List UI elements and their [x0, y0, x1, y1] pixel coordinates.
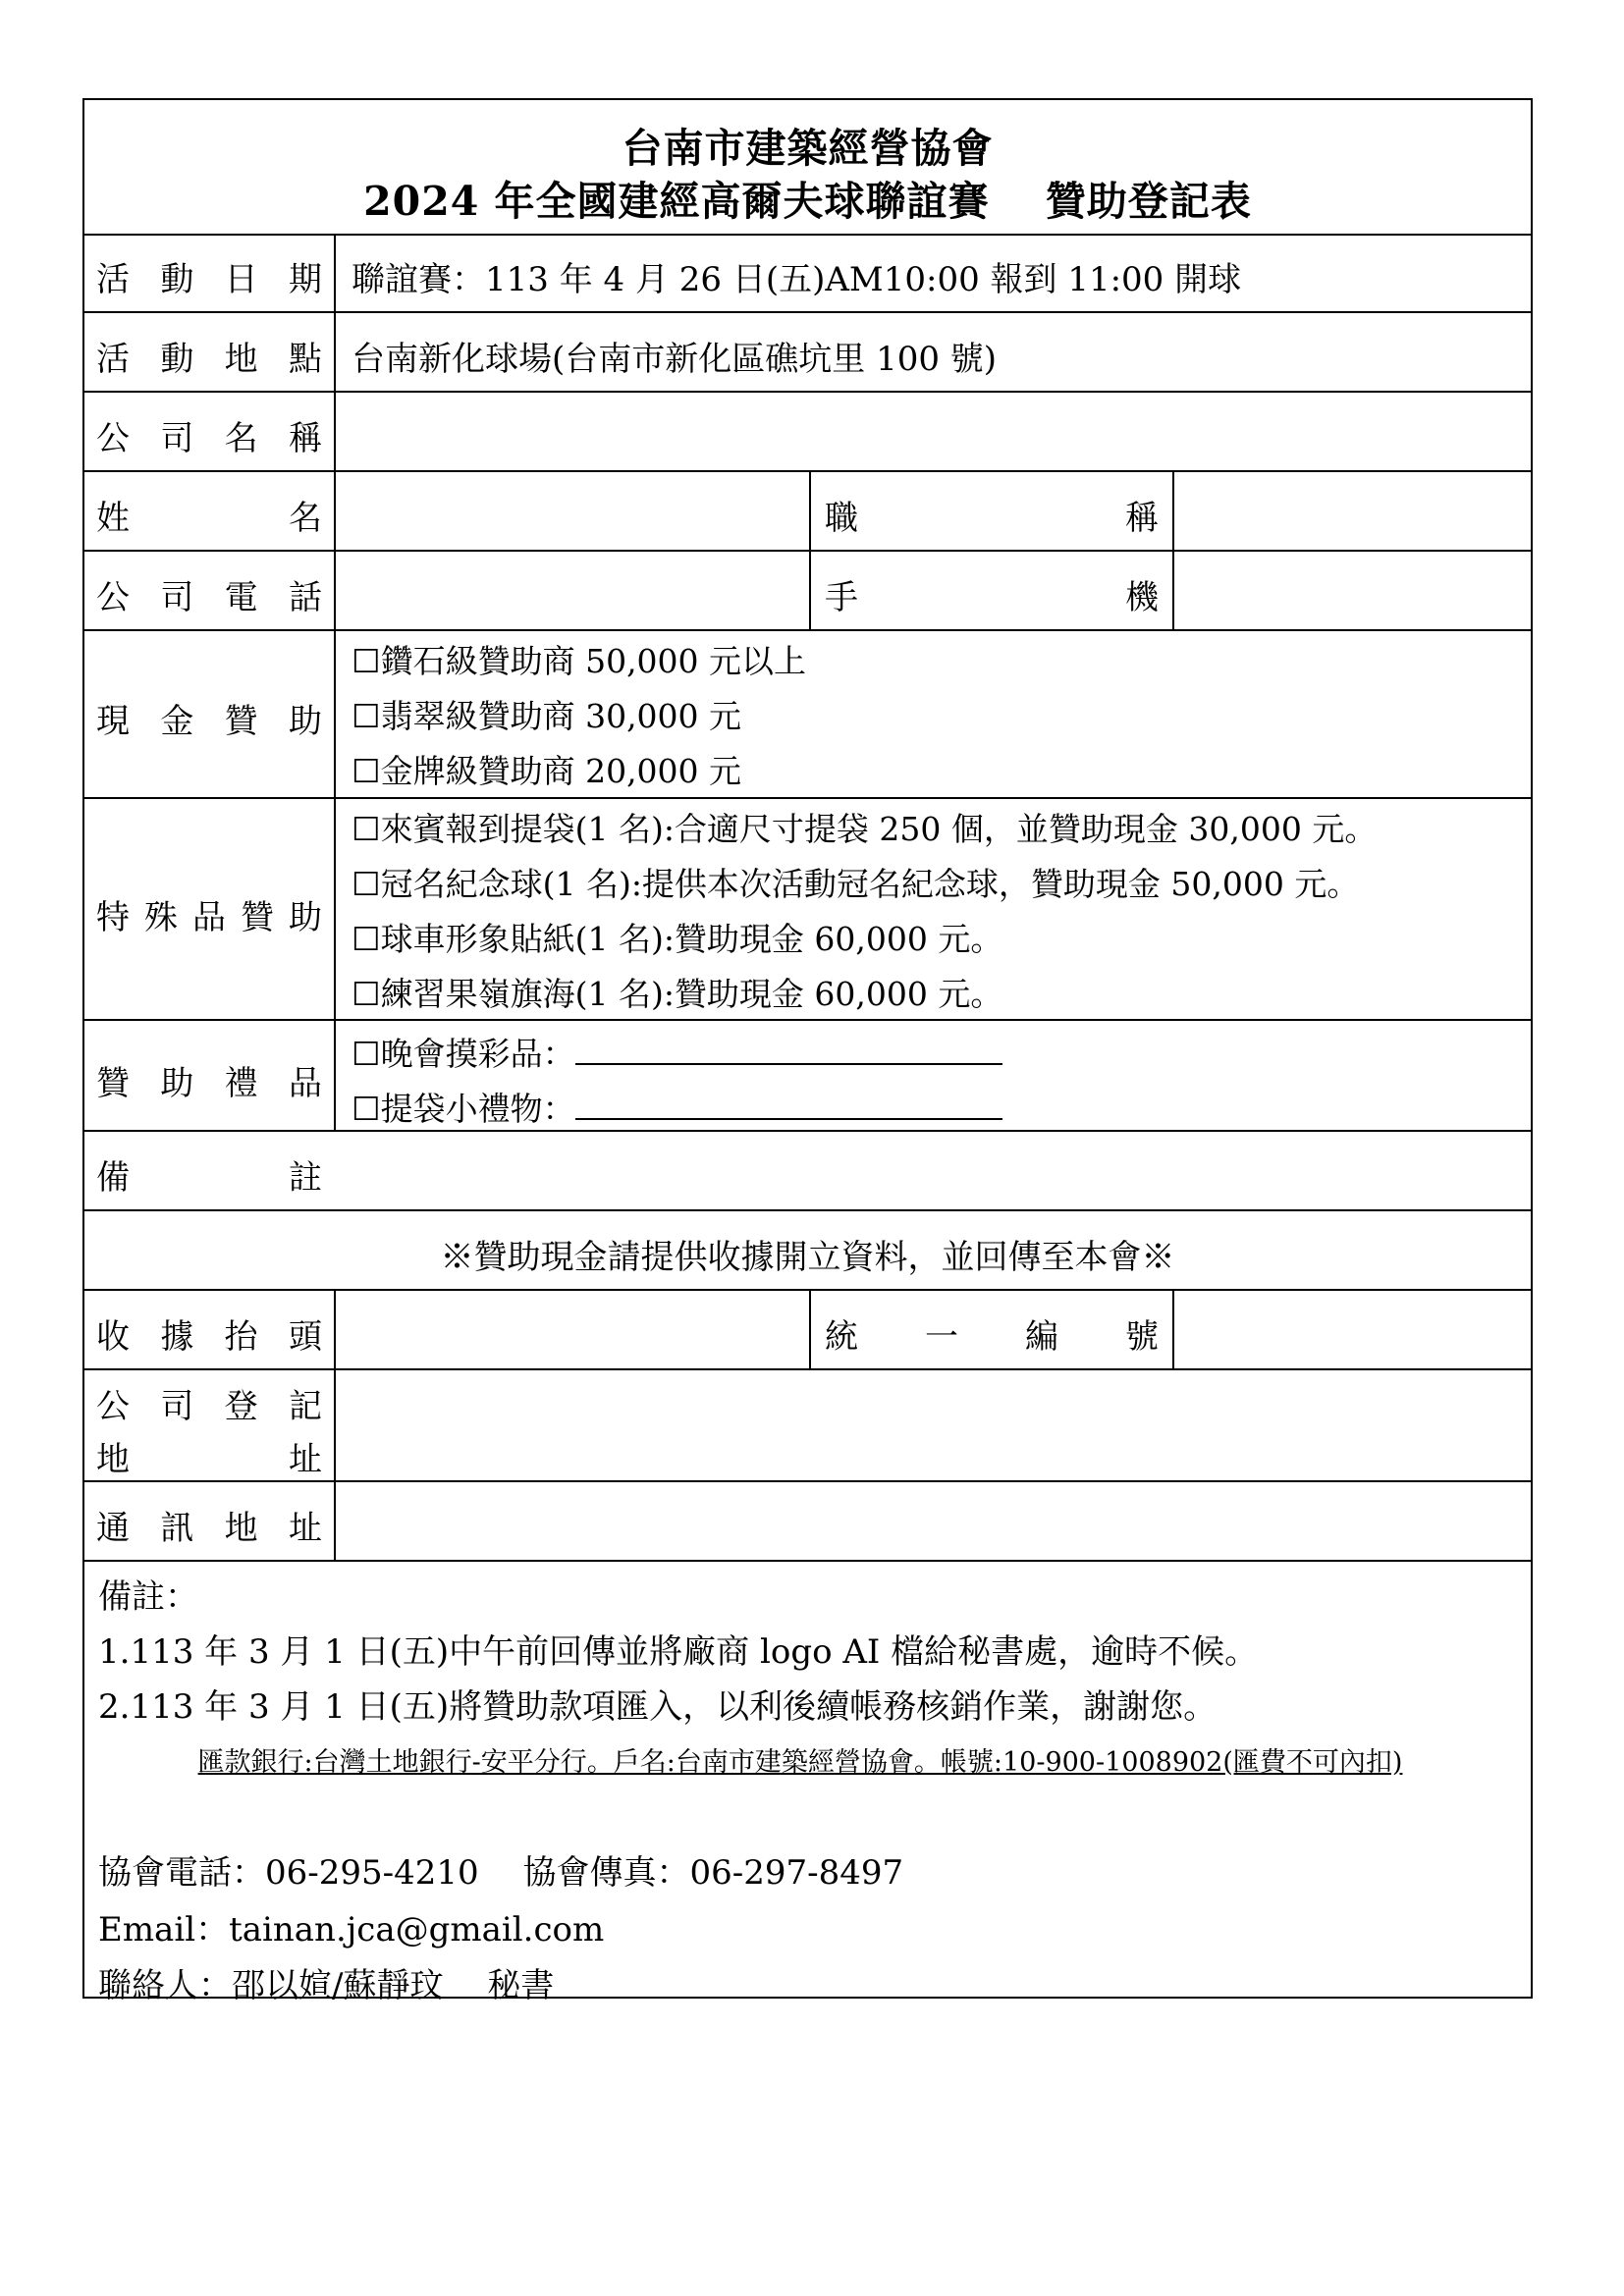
- sponsorship-form: [82, 98, 1533, 2005]
- cash-option-diamond[interactable]: ☐鑽石級贊助商 50,000 元以上: [352, 642, 807, 680]
- mailing-address-label: 通訊地址: [96, 1509, 322, 1548]
- mobile-field[interactable]: [1174, 552, 1531, 627]
- row-divider: [84, 1209, 1531, 1211]
- notes-heading: 備註：: [98, 1577, 198, 1617]
- special-sponsorship-label: 特殊品贊助: [96, 898, 322, 937]
- receipt-title-label: 收據抬頭: [96, 1317, 322, 1357]
- name-label: 姓名: [96, 499, 322, 538]
- company-name-field[interactable]: [336, 393, 1531, 468]
- bank-info: 匯款銀行:台灣土地銀行-安平分行。戶名:台南市建築經營協會。帳號:10-900-1008902(匯費不可內扣): [197, 1747, 1403, 1778]
- venue-value: 台南新化球場(台南市新化區礁坑里 100 號): [352, 340, 998, 379]
- mobile-label: 手機: [825, 578, 1159, 617]
- date-label: 活動日期: [96, 260, 322, 299]
- row-divider: [84, 797, 1531, 799]
- contact-person: 聯絡人：邵以媗/蘇靜玟 秘書: [98, 1966, 555, 2005]
- tax-id-field[interactable]: [1174, 1291, 1531, 1366]
- association-contact-phone: 協會電話：06-295-4210 協會傳真：06-297-8497: [98, 1853, 904, 1893]
- company-phone-label: 公司電話: [96, 578, 322, 617]
- special-option-sticker[interactable]: ☐球車形象貼紙(1 名):贊助現金 60,000 元。: [352, 920, 1003, 958]
- job-title-label: 職稱: [825, 499, 1159, 538]
- row-divider: [84, 629, 1531, 631]
- special-option-bag[interactable]: ☐來賓報到提袋(1 名):合適尺寸提袋 250 個，並贊助現金 30,000 元。: [352, 810, 1378, 848]
- receipt-notice: ※贊助現金請提供收據開立資料，並回傳至本會※: [440, 1238, 1175, 1277]
- company-name-label: 公司名稱: [96, 419, 322, 458]
- note-item-2: 2.113 年 3 月 1 日(五)將贊助款項匯入，以利後續帳務核銷作業，謝謝您。: [98, 1687, 1218, 1727]
- form-header: [84, 100, 1531, 236]
- association-name: 台南市建築經營協會: [622, 125, 994, 172]
- venue-label: 活動地點: [96, 340, 322, 379]
- cash-sponsorship-label: 現金贊助: [96, 702, 322, 741]
- inner-column-divider: [809, 470, 811, 629]
- tax-id-label: 統一編號: [825, 1317, 1159, 1357]
- receipt-title-field[interactable]: [336, 1291, 807, 1366]
- registered-address-label-line2: 地址: [96, 1440, 322, 1479]
- form-title: 2024 年全國建經高爾夫球聯誼賽 贊助登記表: [363, 178, 1252, 225]
- raffle-fill-line[interactable]: [575, 1034, 1002, 1065]
- row-divider: [84, 1019, 1531, 1021]
- gift-option-raffle[interactable]: [352, 1029, 1002, 1075]
- label-column-divider: [334, 236, 336, 1130]
- cash-option-gold[interactable]: ☐金牌級贊助商 20,000 元: [352, 752, 742, 790]
- mailing-address-field[interactable]: [336, 1482, 1531, 1558]
- special-option-ball[interactable]: ☐冠名紀念球(1 名):提供本次活動冠名紀念球，贊助現金 50,000 元。: [352, 865, 1360, 903]
- bag-gift-fill-line[interactable]: [575, 1089, 1002, 1120]
- name-field[interactable]: [336, 472, 807, 548]
- job-title-field[interactable]: [1174, 472, 1531, 548]
- remark-field[interactable]: [336, 1132, 1531, 1207]
- cash-option-emerald[interactable]: ☐翡翠級贊助商 30,000 元: [352, 697, 742, 735]
- inner-column-divider: [809, 1289, 811, 1368]
- row-divider: [84, 1560, 1531, 1562]
- gift-sponsorship-label: 贊助禮品: [96, 1064, 322, 1103]
- note-item-1: 1.113 年 3 月 1 日(五)中午前回傳並將廠商 logo AI 檔給秘書處，逾時不候。: [98, 1632, 1259, 1672]
- row-divider: [84, 311, 1531, 313]
- gift-option-bag-gift[interactable]: [352, 1084, 1002, 1130]
- gift-option-bag-gift-text: ☐提袋小禮物：: [352, 1090, 575, 1128]
- gift-option-raffle-text: ☐晚會摸彩品：: [352, 1035, 575, 1073]
- remark-label: 備註: [96, 1158, 322, 1198]
- registered-address-field[interactable]: [336, 1370, 1531, 1478]
- registered-address-label-line1: 公司登記: [96, 1387, 322, 1426]
- company-phone-field[interactable]: [336, 552, 807, 627]
- association-email: Email：tainan.jca@gmail.com: [98, 1910, 605, 1949]
- date-value: 聯誼賽：113 年 4 月 26 日(五)AM10:00 報到 11:00 開球: [352, 260, 1242, 299]
- special-option-flag[interactable]: ☐練習果嶺旗海(1 名):贊助現金 60,000 元。: [352, 975, 1003, 1013]
